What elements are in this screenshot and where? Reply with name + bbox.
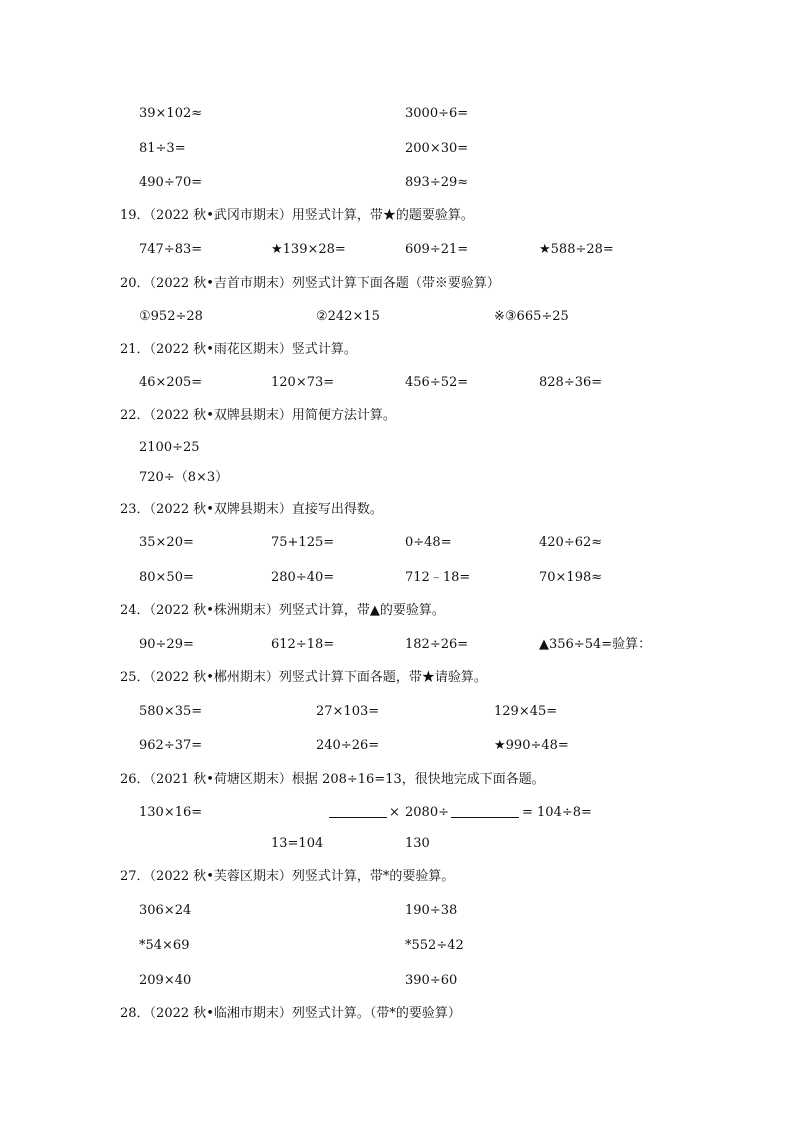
expression: 609÷21= xyxy=(405,242,469,257)
expression: 580×35= xyxy=(139,704,203,719)
times-sign: × xyxy=(389,805,400,820)
expression: ★588÷28= xyxy=(539,242,614,257)
expression: 2080÷ xyxy=(405,805,449,820)
question-25-row-1 xyxy=(0,702,794,722)
expression: 720÷（8×3） xyxy=(139,470,229,485)
expression: 39×102≈ xyxy=(139,106,203,121)
expression: 182÷26= xyxy=(405,637,469,652)
expression: 81÷3= xyxy=(139,141,186,156)
question-23-title xyxy=(0,500,794,520)
top-row-1 xyxy=(0,104,794,124)
question-27-row-1 xyxy=(0,901,794,921)
expression: 90÷29= xyxy=(139,637,194,652)
expression: ★990÷48= xyxy=(494,738,569,753)
question-title: 24．（2022 秋•株洲期末）列竖式计算，带▲的要验算。 xyxy=(120,603,445,618)
question-26-title xyxy=(0,770,794,790)
expression: 3000÷6= xyxy=(405,106,469,121)
question-title: 21．（2022 秋•雨花区期末）竖式计算。 xyxy=(120,342,357,357)
expression: 129×45= xyxy=(494,704,558,719)
expression: 893÷29≈ xyxy=(405,175,469,190)
top-row-3 xyxy=(0,173,794,193)
question-title: 28．（2022 秋•临湘市期末）列竖式计算。（带*的要验算） xyxy=(120,1006,461,1021)
question-title: 25．（2022 秋•郴州期末）列竖式计算下面各题，带★请验算。 xyxy=(120,670,487,685)
question-title: 26．（2021 秋•荷塘区期末）根据 208÷16=13，很快地完成下面各题。 xyxy=(120,772,545,787)
expression: 747÷83= xyxy=(139,242,203,257)
expression: ▲356÷54=验算： xyxy=(539,637,652,652)
question-20-title xyxy=(0,274,794,294)
expression: 962÷37= xyxy=(139,738,203,753)
expression: 27×103= xyxy=(316,704,380,719)
expression: *54×69 xyxy=(139,938,190,953)
expression: *552÷42 xyxy=(405,938,464,953)
question-21-title xyxy=(0,340,794,360)
top-row-2 xyxy=(0,139,794,159)
answer-blank[interactable] xyxy=(329,803,387,825)
expression: 490÷70= xyxy=(139,175,203,190)
expression: 390÷60 xyxy=(405,973,458,988)
answer-blank[interactable] xyxy=(451,803,519,825)
question-21-items xyxy=(0,373,794,393)
expression: ※③665÷25 xyxy=(494,309,569,324)
question-title: 23．（2022 秋•双牌县期末）直接写出得数。 xyxy=(120,502,383,517)
question-26-items xyxy=(0,803,794,823)
question-title: 19．（2022 秋•武冈市期末）用竖式计算，带★的题要验算。 xyxy=(120,208,474,223)
expression: 75+125= xyxy=(271,535,335,550)
question-26-continued xyxy=(0,834,794,854)
expression: 35×20= xyxy=(139,535,194,550)
question-title: 20．（2022 秋•吉首市期末）列竖式计算下面各题（带※要验算） xyxy=(120,276,500,291)
expression: 0÷48= xyxy=(405,535,452,550)
expression: 70×198≈ xyxy=(539,570,603,585)
question-22-item-2 xyxy=(0,468,794,488)
expression: 130 xyxy=(405,836,430,851)
expression: = 104÷8= xyxy=(522,805,592,820)
question-24-items xyxy=(0,635,794,655)
expression: ①952÷28 xyxy=(139,309,203,324)
question-24-title xyxy=(0,601,794,621)
expression: 828÷36= xyxy=(539,375,603,390)
expression: 420÷62≈ xyxy=(539,535,603,550)
question-23-row-2 xyxy=(0,568,794,588)
expression: 712﹣18= xyxy=(405,570,471,585)
expression: 13=104 xyxy=(271,836,324,851)
expression: 612÷18= xyxy=(271,637,335,652)
question-25-row-2 xyxy=(0,736,794,756)
expression: 2100÷25 xyxy=(139,440,200,455)
question-19-title xyxy=(0,206,794,226)
question-27-row-2 xyxy=(0,936,794,956)
question-25-title xyxy=(0,668,794,688)
expression: 190÷38 xyxy=(405,903,458,918)
question-22-item-1 xyxy=(0,438,794,458)
expression: ②242×15 xyxy=(316,309,380,324)
expression: 280÷40= xyxy=(271,570,335,585)
expression: 200×30= xyxy=(405,141,469,156)
expression: ★139×28= xyxy=(271,242,346,257)
question-28-title xyxy=(0,1004,794,1024)
expression: 306×24 xyxy=(139,903,192,918)
question-23-row-1 xyxy=(0,533,794,553)
question-19-items xyxy=(0,240,794,260)
question-title: 22．（2022 秋•双牌县期末）用简便方法计算。 xyxy=(120,408,396,423)
expression: 130×16= xyxy=(139,805,203,820)
question-20-items xyxy=(0,307,794,327)
question-27-row-3 xyxy=(0,971,794,991)
expression: 120×73= xyxy=(271,375,335,390)
question-22-title xyxy=(0,406,794,426)
expression: 80×50= xyxy=(139,570,194,585)
expression: 209×40 xyxy=(139,973,192,988)
expression: 46×205= xyxy=(139,375,203,390)
expression: 240÷26= xyxy=(316,738,380,753)
question-27-title xyxy=(0,867,794,887)
question-title: 27．（2022 秋•芙蓉区期末）列竖式计算，带*的要验算。 xyxy=(120,869,455,884)
expression: 456÷52= xyxy=(405,375,469,390)
